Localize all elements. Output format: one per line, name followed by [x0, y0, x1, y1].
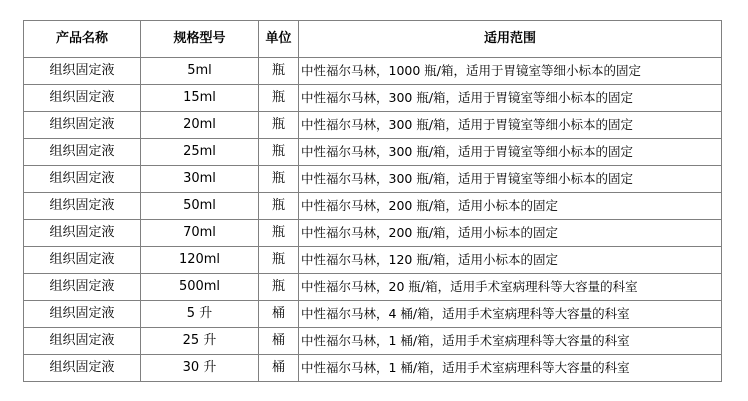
- cell-scope: 中性福尔马林，300 瓶/箱，适用于胃镜室等细小标本的固定: [299, 139, 722, 166]
- cell-unit: 桶: [259, 355, 299, 382]
- header-row: [24, 21, 722, 58]
- cell-spec-model: 5ml: [141, 58, 259, 85]
- cell-scope: 中性福尔马林，1 桶/箱，适用手术室病理科等大容量的科室: [299, 355, 722, 382]
- cell-unit: 瓶: [259, 274, 299, 301]
- cell-spec-model: 5 升: [141, 301, 259, 328]
- cell-product-name: 组织固定液: [24, 193, 141, 220]
- cell-scope: 中性福尔马林，20 瓶/箱，适用手术室病理科等大容量的科室: [299, 274, 722, 301]
- cell-product-name: 组织固定液: [24, 328, 141, 355]
- cell-product-name: 组织固定液: [24, 355, 141, 382]
- cell-spec-model: 30 升: [141, 355, 259, 382]
- table-body: [24, 58, 722, 382]
- table-header: [24, 21, 722, 58]
- cell-unit: 瓶: [259, 193, 299, 220]
- cell-scope: 中性福尔马林，300 瓶/箱，适用于胃镜室等细小标本的固定: [299, 85, 722, 112]
- cell-scope: 中性福尔马林，300 瓶/箱，适用于胃镜室等细小标本的固定: [299, 166, 722, 193]
- cell-unit: 瓶: [259, 112, 299, 139]
- cell-product-name: 组织固定液: [24, 112, 141, 139]
- header-unit: 单位: [259, 21, 299, 58]
- table-row: [24, 355, 722, 382]
- header-spec-model: 规格型号: [141, 21, 259, 58]
- cell-unit: 瓶: [259, 58, 299, 85]
- cell-product-name: 组织固定液: [24, 58, 141, 85]
- table-row: [24, 85, 722, 112]
- cell-spec-model: 30ml: [141, 166, 259, 193]
- cell-product-name: 组织固定液: [24, 220, 141, 247]
- table-row: [24, 58, 722, 85]
- table-row: [24, 247, 722, 274]
- table-row: [24, 274, 722, 301]
- cell-scope: 中性福尔马林，4 桶/箱，适用手术室病理科等大容量的科室: [299, 301, 722, 328]
- table-row: [24, 139, 722, 166]
- cell-scope: 中性福尔马林，1 桶/箱，适用手术室病理科等大容量的科室: [299, 328, 722, 355]
- header-scope: 适用范围: [299, 21, 722, 58]
- cell-unit: 瓶: [259, 247, 299, 274]
- cell-product-name: 组织固定液: [24, 139, 141, 166]
- table-row: [24, 166, 722, 193]
- product-spec-table: [23, 20, 722, 382]
- cell-product-name: 组织固定液: [24, 301, 141, 328]
- cell-unit: 瓶: [259, 220, 299, 247]
- cell-spec-model: 25ml: [141, 139, 259, 166]
- cell-spec-model: 20ml: [141, 112, 259, 139]
- cell-spec-model: 50ml: [141, 193, 259, 220]
- table-row: [24, 193, 722, 220]
- table-row: [24, 112, 722, 139]
- cell-spec-model: 70ml: [141, 220, 259, 247]
- cell-scope: 中性福尔马林，120 瓶/箱，适用小标本的固定: [299, 247, 722, 274]
- table-row: [24, 328, 722, 355]
- cell-product-name: 组织固定液: [24, 166, 141, 193]
- cell-product-name: 组织固定液: [24, 85, 141, 112]
- cell-unit: 瓶: [259, 166, 299, 193]
- cell-scope: 中性福尔马林，1000 瓶/箱，适用于胃镜室等细小标本的固定: [299, 58, 722, 85]
- cell-product-name: 组织固定液: [24, 247, 141, 274]
- cell-spec-model: 25 升: [141, 328, 259, 355]
- cell-spec-model: 500ml: [141, 274, 259, 301]
- header-product-name: 产品名称: [24, 21, 141, 58]
- cell-product-name: 组织固定液: [24, 274, 141, 301]
- cell-unit: 桶: [259, 328, 299, 355]
- table-row: [24, 220, 722, 247]
- cell-unit: 瓶: [259, 85, 299, 112]
- cell-scope: 中性福尔马林，200 瓶/箱，适用小标本的固定: [299, 193, 722, 220]
- cell-unit: 瓶: [259, 139, 299, 166]
- cell-spec-model: 120ml: [141, 247, 259, 274]
- cell-unit: 桶: [259, 301, 299, 328]
- cell-scope: 中性福尔马林，200 瓶/箱，适用小标本的固定: [299, 220, 722, 247]
- cell-scope: 中性福尔马林，300 瓶/箱，适用于胃镜室等细小标本的固定: [299, 112, 722, 139]
- cell-spec-model: 15ml: [141, 85, 259, 112]
- table-row: [24, 301, 722, 328]
